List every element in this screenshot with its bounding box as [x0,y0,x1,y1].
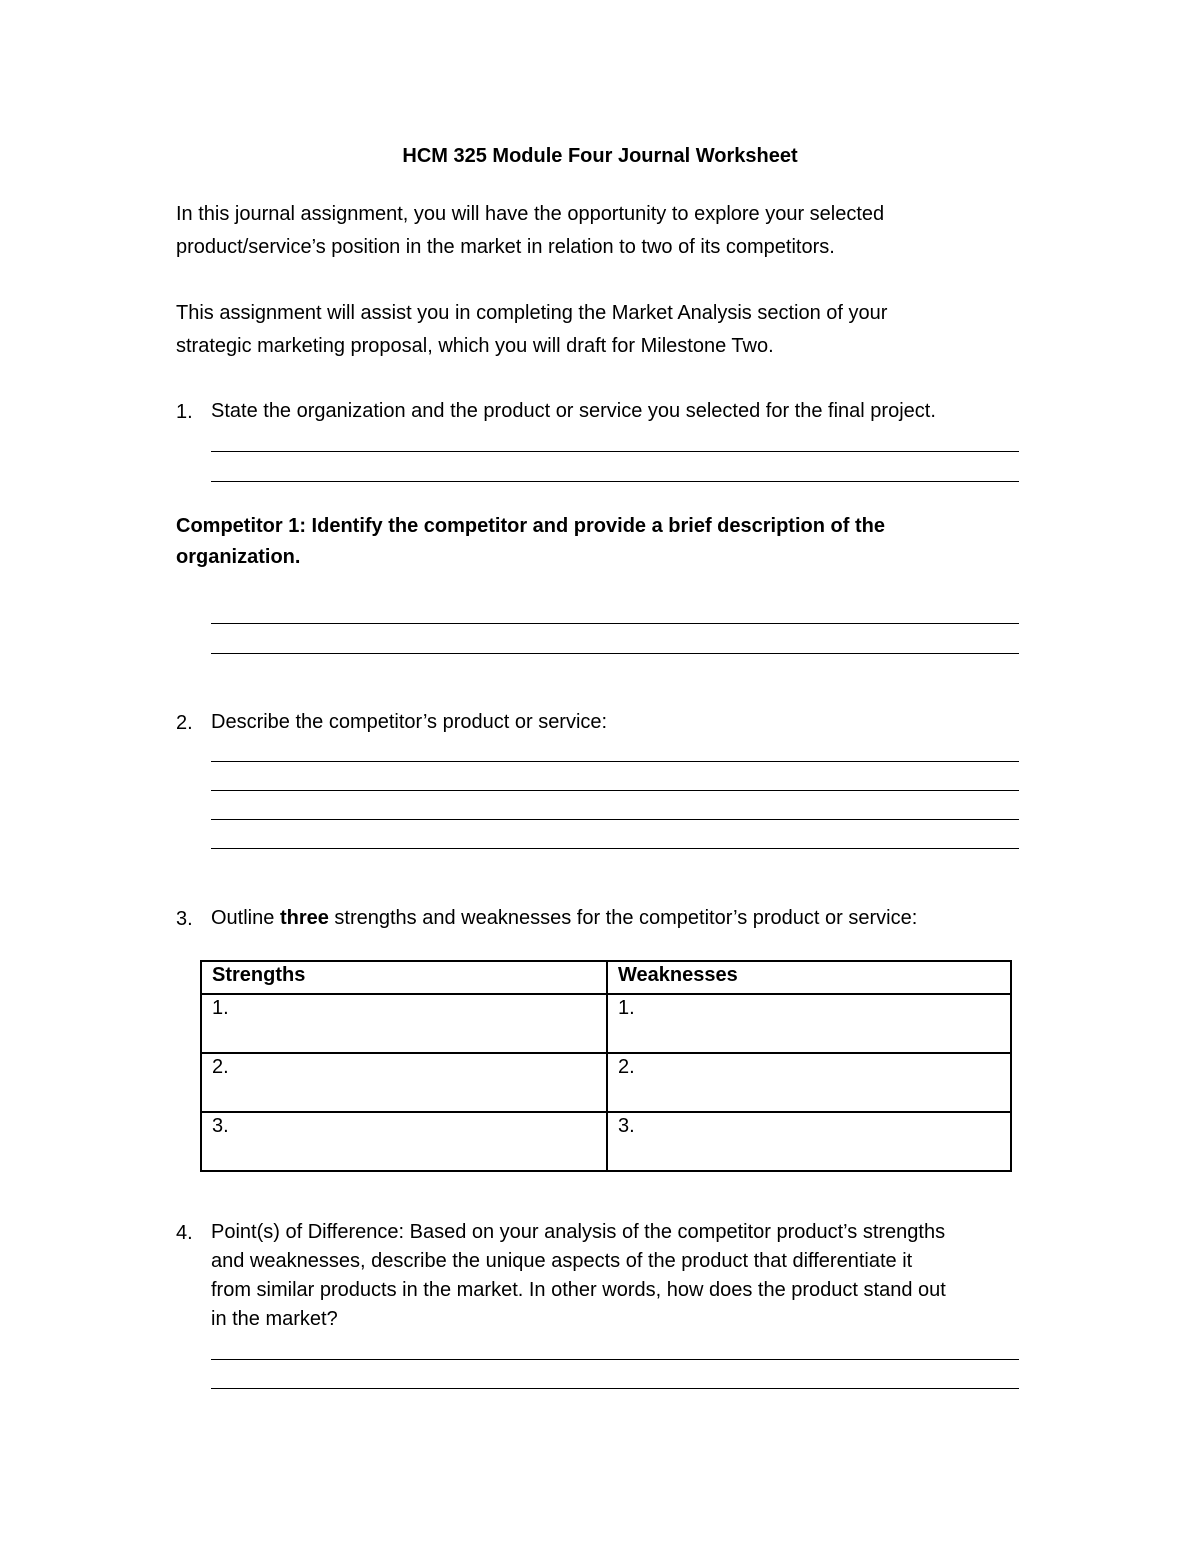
strengths-header: Strengths [201,961,607,994]
q4-line-1: Point(s) of Difference: Based on your analysis of the competitor product’s strengths [211,1221,946,1243]
table-row [201,1112,1011,1171]
q1-number: 1. [176,401,193,423]
answer-line[interactable] [211,451,1019,452]
answer-line[interactable] [211,1388,1019,1389]
competitor-heading-line-1: Competitor 1: Identify the competitor and provide a brief description of the [176,515,885,537]
strength-cell[interactable]: 3. [201,1112,607,1171]
competitor-heading-line-2: organization. [176,546,301,568]
weaknesses-header: Weaknesses [607,961,1011,994]
table-row [201,1053,1011,1112]
intro-line-1: In this journal assignment, you will have the opportunity to explore your selected [176,203,885,225]
q3-text-post: strengths and weaknesses for the competitor’s product or service: [328,907,918,929]
q3-text-bold: three [279,907,329,929]
answer-line[interactable] [211,761,1019,762]
q4-line-2: and weaknesses, describe the unique aspects of the product that differentiate it [211,1250,913,1272]
q4-line-3: from similar products in the market. In other words, how does the product stand out [211,1279,946,1301]
weakness-cell[interactable]: 2. [607,1053,1011,1112]
q3-text-pre: Outline [211,907,280,929]
q3-number: 3. [176,908,193,930]
q4-line-4: in the market? [211,1308,338,1330]
table-header-row [201,961,1011,994]
weakness-cell[interactable]: 3. [607,1112,1011,1171]
q2-text: Describe the competitor’s product or service: [211,711,608,733]
table-row [201,994,1011,1053]
answer-line[interactable] [211,481,1019,482]
q4-number: 4. [176,1222,193,1244]
intro-line-2: product/service’s position in the market in relation to two of its competitors. [176,236,835,258]
weakness-cell[interactable]: 1. [607,994,1011,1053]
answer-line[interactable] [211,1359,1019,1360]
strength-cell[interactable]: 1. [201,994,607,1053]
answer-line[interactable] [211,848,1019,849]
assist-line-2: strategic marketing proposal, which you will draft for Milestone Two. [176,335,774,357]
assist-line-1: This assignment will assist you in completing the Market Analysis section of your [176,302,888,324]
answer-line[interactable] [211,623,1019,624]
answer-line[interactable] [211,790,1019,791]
q1-text: State the organization and the product or service you selected for the final project. [211,400,936,422]
q2-number: 2. [176,712,193,734]
answer-line[interactable] [211,653,1019,654]
page-title: HCM 325 Module Four Journal Worksheet [402,145,798,167]
strength-cell[interactable]: 2. [201,1053,607,1112]
strengths-weaknesses-table [200,960,1012,1172]
q3-text [211,904,917,933]
answer-line[interactable] [211,819,1019,820]
